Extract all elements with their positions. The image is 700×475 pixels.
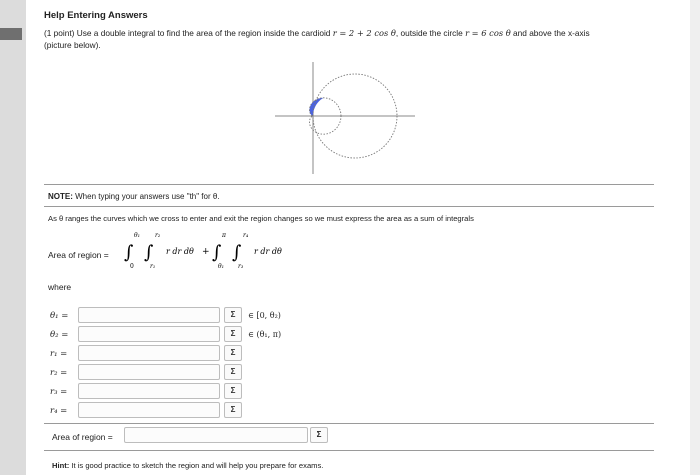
- shaded-region: [310, 98, 324, 116]
- circle-equation: r = 6 cos θ: [465, 28, 511, 38]
- r1-input[interactable]: [78, 345, 220, 361]
- plus-sign: +: [202, 247, 210, 257]
- theta1-equation-editor-button[interactable]: Σ: [224, 307, 242, 323]
- problem-suffix: and above the x-axis: [510, 28, 590, 38]
- theta1-input[interactable]: [78, 307, 220, 323]
- theta2-equation-editor-button[interactable]: Σ: [224, 326, 242, 342]
- divider-hint: [44, 450, 654, 451]
- region-figure: [275, 62, 415, 174]
- r1-equation-editor-button[interactable]: Σ: [224, 345, 242, 361]
- r2-equation-editor-button[interactable]: Σ: [224, 364, 242, 380]
- divider-note: [44, 206, 654, 207]
- problem-prefix: (1 point) Use a double integral to find the area of the region inside the cardioid: [44, 28, 333, 38]
- left-margin-strip: [0, 0, 26, 475]
- theta1-range: ∈ [0, θ₂): [248, 311, 281, 320]
- hint-label: Hint:: [52, 461, 70, 470]
- int2-upper: π: [222, 232, 226, 239]
- note-body: When typing your answers use "th" for θ.: [72, 192, 220, 201]
- problem-mid: , outside the circle: [395, 28, 466, 38]
- divider-top: [44, 184, 654, 185]
- left-margin-tab: [0, 28, 22, 40]
- area-label: Area of region =: [52, 432, 113, 442]
- r4-equation-editor-button[interactable]: Σ: [224, 402, 242, 418]
- note-text: [48, 192, 220, 201]
- area-input[interactable]: [124, 427, 308, 443]
- integral1-sign: ∫: [124, 242, 134, 263]
- right-margin-strip: [690, 0, 700, 475]
- int2-inner-upper: r₄: [243, 232, 249, 239]
- theta2-input[interactable]: [78, 326, 220, 342]
- help-entering-answers-link[interactable]: Help Entering Answers: [44, 10, 148, 21]
- area-equation-editor-button[interactable]: Σ: [310, 427, 328, 443]
- hint-text: [52, 461, 323, 470]
- formula-label: Area of region =: [48, 250, 109, 260]
- r1-label: r₁ =: [50, 349, 68, 359]
- int1-inner-lower: r₁: [150, 263, 156, 270]
- r3-input[interactable]: [78, 383, 220, 399]
- theta2-range: ∈ (θ₁, π): [248, 330, 282, 339]
- divider-area: [44, 423, 654, 424]
- where-label: where: [48, 282, 72, 292]
- int2-lower: θ₁: [218, 263, 225, 270]
- cardioid-equation: r = 2 + 2 cos θ: [332, 28, 396, 38]
- integral2-sign: ∫: [144, 242, 154, 263]
- integrand-1: r dr dθ: [166, 247, 194, 256]
- hint-body: It is good practice to sketch the region and will help you prepare for exams.: [69, 461, 324, 470]
- integrand-2: r dr dθ: [254, 247, 282, 256]
- int2-inner-lower: r₃: [238, 263, 244, 270]
- int1-lower: 0: [130, 263, 134, 270]
- theta2-label: θ₂ =: [50, 330, 69, 340]
- integral4-sign: ∫: [232, 242, 242, 263]
- r2-label: r₂ =: [50, 368, 68, 378]
- theta1-label: θ₁ =: [50, 311, 69, 321]
- ranges-explanation: As θ ranges the curves which we cross to enter and exit the region changes so we must express the area as a sum of integrals: [48, 214, 474, 223]
- integral3-sign: ∫: [212, 242, 222, 263]
- r3-label: r₃ =: [50, 387, 68, 397]
- r4-input[interactable]: [78, 402, 220, 418]
- r3-equation-editor-button[interactable]: Σ: [224, 383, 242, 399]
- r2-input[interactable]: [78, 364, 220, 380]
- problem-statement: [44, 27, 664, 51]
- r4-label: r₄ =: [50, 406, 68, 416]
- integral-formula: [122, 229, 292, 275]
- problem-line2: (picture below).: [44, 40, 101, 50]
- int1-upper: θ₁: [134, 232, 141, 239]
- int1-inner-upper: r₂: [155, 232, 161, 239]
- note-label: NOTE:: [48, 192, 73, 201]
